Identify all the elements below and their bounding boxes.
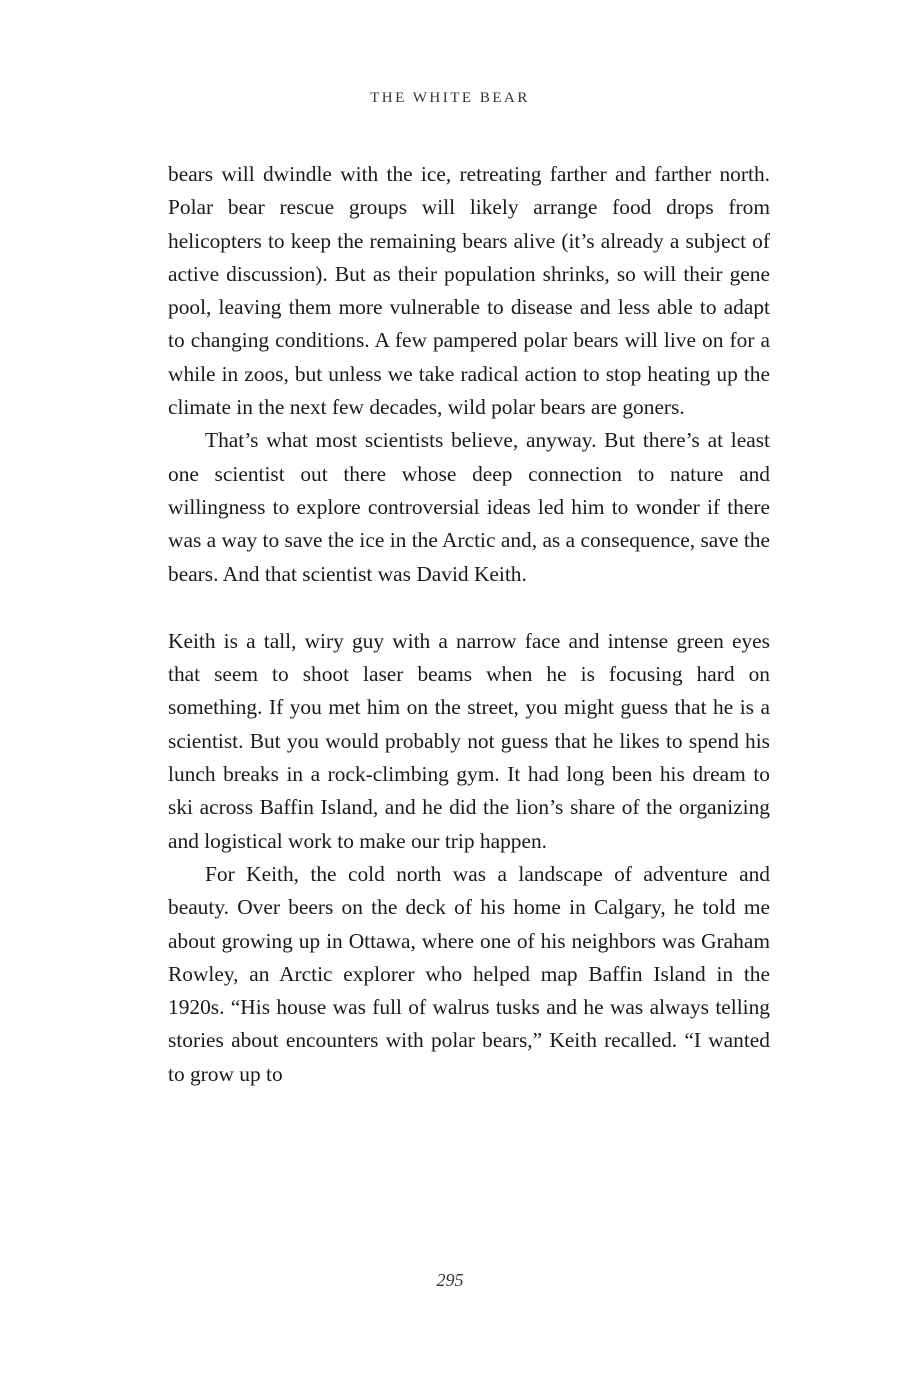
paragraph: For Keith, the cold north was a landscape of adventure and beauty. Over beers on the deck of his home in Calgary, he told me about growing up in Ottawa, where one of his neighbors was Graham Rowley, an Arctic explorer who helped map Baffin Island in the 1920s. “His house was full of walrus tusks and he was always telling stories about encounters with polar bears,” Keith recalled. “I wanted to grow up to xyxy=(168,861,770,1086)
body-text xyxy=(168,158,770,1091)
paragraph: That’s what most scientists believe, anyway. But there’s at least one scientist out there whose deep connection to nature and willingness to explore controversial ideas led him to wonder if there was a way to save the ice in the Arctic and, as a consequence, save the bears. And that scientist was David Keith. xyxy=(168,428,770,586)
section-break xyxy=(168,591,770,625)
paragraph: Keith is a tall, wiry guy with a narrow face and intense green eyes that seem to shoot laser beams when he is focusing hard on something. If you met him on the street, you might guess that he is a scientist. But you would probably not guess that he likes to spend his lunch breaks in a rock-climbing gym. It had long been his dream to ski across Baffin Island, and he did the lion’s share of the organizing and logistical work to make our trip happen. xyxy=(168,628,770,853)
paragraph: bears will dwindle with the ice, retreating farther and farther north. Polar bear rescue groups will likely arrange food drops from helicopters to keep the remaining bears alive (it’s already a subject of active discussion). But as their population shrinks, so will their gene pool, leaving them more vulnerable to disease and less able to adapt to changing conditions. A few pampered polar bears will live on for a while in zoos, but unless we take radical action to stop heating up the climate in the next few decades, wild polar bears are goners. xyxy=(168,162,770,420)
running-head: THE WHITE BEAR xyxy=(370,90,530,106)
page-number: 295 xyxy=(436,1270,464,1290)
